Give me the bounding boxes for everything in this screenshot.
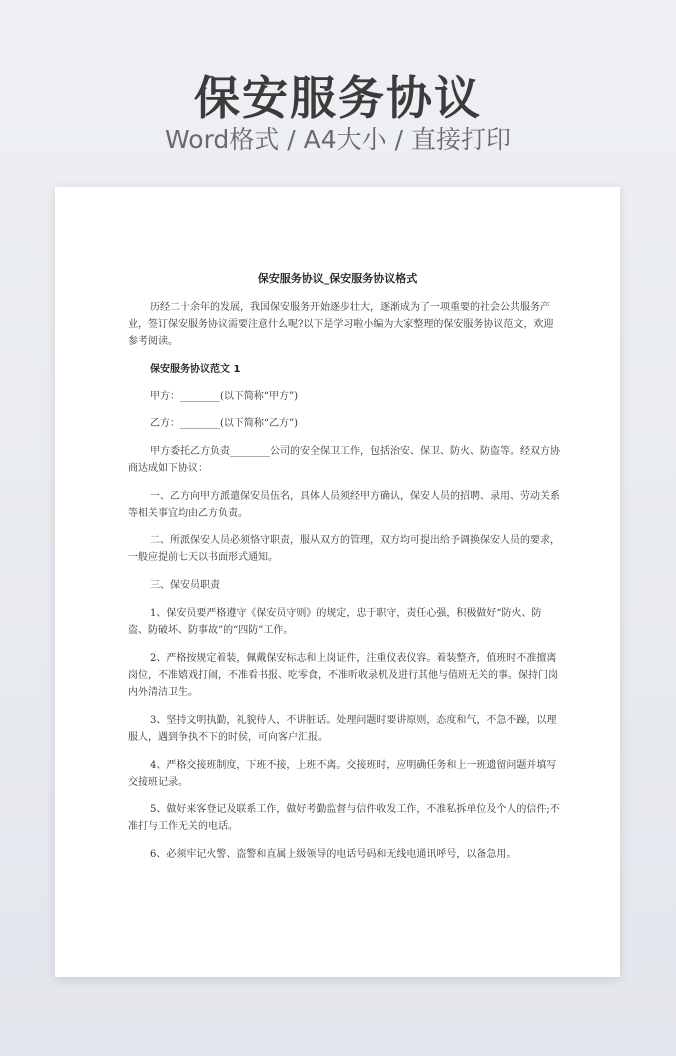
duty-item-5: 5、做好来客登记及联系工作，做好考勤监督与信件收发工作，不准私拆单位及个人的信件;不准打与工作无关的电话。 (128, 804, 560, 832)
paragraph-commission: 甲方委托乙方负责________公司的安全保卫工作，包括治安、保卫、防火、防盗等。经双方协商达成如下协议： (128, 446, 560, 474)
duty-item-6: 6、必须牢记火警、盗警和直属上级领导的电话号码和无线电通讯呼号，以备急用。 (150, 849, 517, 860)
paragraph-clause-1: 一、乙方向甲方派遣保安员伍名，具体人员须经甲方确认，保安人员的招聘、录用、劳动关系等相关事宜均由乙方负责。 (128, 491, 560, 519)
document-title: 保安服务协议_保安服务协议格式 (257, 272, 418, 285)
document-page (55, 187, 620, 977)
intro-paragraph: 历经二十余年的发展，我国保安服务开始逐步壮大，逐渐成为了一项重要的社会公共服务产业，签订保安服务协议需要注意什么呢?以下是学习啦小编为大家整理的保安服务协议范文，欢迎参考阅读。 (128, 302, 554, 347)
duty-item-4: 4、严格交接班制度，下班不接，上班不离。交接班时，应明确任务和上一班遗留问题并填写交接班记录。 (128, 760, 557, 788)
duty-item-3: 3、坚持文明执勤，礼貌待人，不讲脏话。处理问题时要讲原则，态度和气，不急不躁，以理服人，遇到争执不下的时侯，可向客户汇报。 (128, 715, 557, 743)
duty-item-1: 1、保安员要严格遵守《保安员守则》的规定，忠于职守，责任心强，积极做好“防火、防盗、防破坏、防事故”的“四防”工作。 (128, 608, 542, 636)
party-b-line: 乙方：________(以下简称“乙方”) (150, 418, 299, 429)
paragraph-clause-3-heading: 三、保安员职责 (150, 580, 220, 591)
duty-item-2: 2、严格按规定着装，佩戴保安标志和上岗证件，注重仪表仪容。着装整齐，值班时不准擅离岗位，不准嬉戏打闹，不准看书报、吃零食，不准听收录机及进行其他与值班无关的事。保持门岗内外清洁卫生。 (128, 653, 558, 698)
paragraph-clause-2: 二、所派保安人员必须恪守职责，服从双方的管理，双方均可提出给予调换保安人员的要求，一般应提前七天以书面形式通知。 (128, 535, 560, 563)
banner-title: 保安服务协议 (194, 71, 482, 125)
section-heading: 保安服务协议范文 1 (150, 364, 241, 375)
banner-subtitle: Word格式 / A4大小 / 直接打印 (165, 125, 511, 154)
party-a-line: 甲方：________(以下简称“甲方”) (150, 391, 299, 402)
